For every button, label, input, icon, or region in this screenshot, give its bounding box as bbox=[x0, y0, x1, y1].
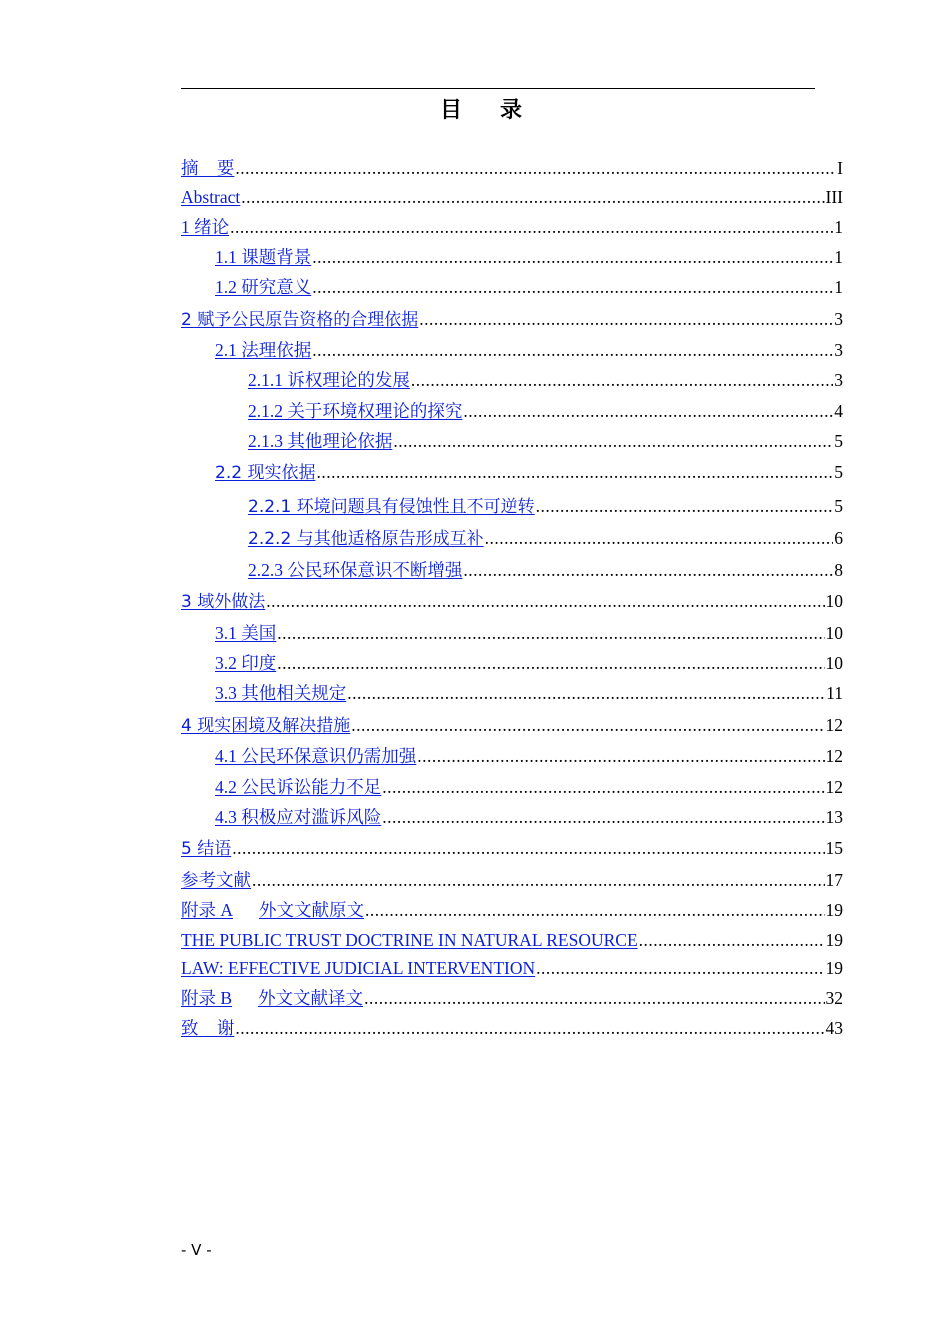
toc-entry-ch1[interactable] bbox=[181, 215, 843, 239]
page-number: 10 bbox=[825, 623, 843, 643]
toc-entry-1-2[interactable] bbox=[215, 275, 843, 299]
toc-entry-2-1-1[interactable] bbox=[248, 368, 843, 392]
page-footer: - V - bbox=[181, 1241, 212, 1259]
toc-link[interactable]: THE PUBLIC TRUST DOCTRINE IN NATURAL RESOURCE bbox=[181, 930, 638, 950]
page-number: 17 bbox=[825, 870, 843, 890]
toc-entry-ch3[interactable] bbox=[181, 589, 843, 614]
page-number: 1 bbox=[834, 277, 843, 297]
toc-entry-2-2-2[interactable] bbox=[248, 526, 843, 551]
page-number: 5 bbox=[834, 431, 843, 451]
leader-dots bbox=[277, 651, 824, 675]
leader-dots bbox=[347, 681, 825, 705]
leader-dots bbox=[639, 928, 825, 952]
page-number: 5 bbox=[834, 496, 843, 516]
page-number: 8 bbox=[834, 560, 843, 580]
toc-link[interactable]: 2.1.2 关于环境权理论的探究 bbox=[248, 401, 463, 421]
toc-link[interactable]: 4.1 公民环保意识仍需加强 bbox=[215, 746, 417, 766]
toc-link[interactable]: 2.2.3 公民环保意识不断增强 bbox=[248, 560, 463, 580]
toc-entry-appendix-b[interactable] bbox=[181, 986, 843, 1010]
leader-dots bbox=[351, 713, 824, 737]
leader-dots bbox=[235, 156, 836, 180]
page-number: 6 bbox=[834, 528, 843, 548]
page-number: 32 bbox=[825, 988, 843, 1008]
toc-link[interactable]: 1.1 课题背景 bbox=[215, 247, 312, 267]
leader-dots bbox=[417, 744, 824, 768]
leader-dots bbox=[312, 338, 833, 362]
toc-entry-abstract-en[interactable] bbox=[181, 185, 843, 209]
page-number: 11 bbox=[826, 683, 843, 703]
leader-dots bbox=[266, 589, 824, 613]
leader-dots bbox=[230, 215, 833, 239]
toc-entry-2-2-1[interactable] bbox=[248, 494, 843, 519]
leader-dots bbox=[536, 494, 834, 518]
page-number: 3 bbox=[834, 370, 843, 390]
toc-link[interactable]: 2.1.3 其他理论依据 bbox=[248, 431, 393, 451]
page-number: 43 bbox=[825, 1018, 843, 1038]
toc-entry-2-2[interactable] bbox=[215, 460, 843, 485]
toc-link[interactable]: 1.2 研究意义 bbox=[215, 277, 312, 297]
leader-dots bbox=[393, 429, 833, 453]
toc-link[interactable]: 2.2 现实依据 bbox=[215, 463, 316, 483]
appendix-label: 附录 A bbox=[181, 900, 234, 920]
page-number: 19 bbox=[825, 900, 843, 920]
toc-entry-acknowledgements[interactable] bbox=[181, 1016, 843, 1040]
toc-entry-2-1[interactable] bbox=[215, 338, 843, 362]
toc-entry-ch4[interactable] bbox=[181, 713, 843, 738]
page-number: 10 bbox=[825, 591, 843, 611]
toc-link[interactable]: 致 谢 bbox=[181, 1018, 235, 1038]
toc-entry-2-1-2[interactable] bbox=[248, 399, 843, 423]
toc-link[interactable]: 4 现实困境及解决措施 bbox=[181, 716, 351, 736]
leader-dots bbox=[382, 805, 824, 829]
toc-link[interactable]: 参考文献 bbox=[181, 870, 251, 890]
toc-link[interactable]: 2.2.2 与其他适格原告形成互补 bbox=[248, 529, 484, 549]
toc-link[interactable]: 2 赋予公民原告资格的合理依据 bbox=[181, 310, 419, 330]
page-number: 4 bbox=[834, 401, 843, 421]
leader-dots bbox=[485, 526, 834, 550]
appendix-title: 外文文献原文 bbox=[259, 900, 365, 920]
toc-link[interactable]: 5 结语 bbox=[181, 839, 232, 859]
leader-dots bbox=[241, 185, 824, 209]
page-number: 13 bbox=[825, 807, 843, 827]
toc-entry-ch2[interactable] bbox=[181, 307, 843, 332]
leader-dots bbox=[235, 1016, 824, 1040]
leader-dots bbox=[316, 460, 833, 484]
toc-entry-foreign-title-1[interactable] bbox=[181, 928, 843, 952]
page-number: 3 bbox=[834, 340, 843, 360]
page-number: I bbox=[837, 158, 843, 178]
toc-title: 目录 bbox=[439, 98, 560, 123]
appendix-label: 附录 B bbox=[181, 988, 233, 1008]
page-number: 19 bbox=[825, 958, 843, 978]
toc-entry-4-2[interactable] bbox=[215, 775, 843, 799]
toc-entry-2-1-3[interactable] bbox=[248, 429, 843, 453]
toc-entry-foreign-title-2[interactable] bbox=[181, 956, 843, 980]
page-number: 19 bbox=[825, 930, 843, 950]
toc-entry-3-2[interactable] bbox=[215, 651, 843, 675]
header-rule bbox=[181, 88, 815, 89]
toc-link[interactable]: 3.2 印度 bbox=[215, 653, 277, 673]
toc-entry-appendix-a[interactable] bbox=[181, 898, 843, 922]
toc-entry-3-1[interactable] bbox=[215, 621, 843, 645]
toc-link[interactable] bbox=[181, 898, 364, 922]
toc-link[interactable]: Abstract bbox=[181, 187, 241, 207]
toc-link[interactable]: 4.3 积极应对滥诉风险 bbox=[215, 807, 382, 827]
page-number: 12 bbox=[825, 746, 843, 766]
leader-dots bbox=[419, 307, 833, 331]
leader-dots bbox=[252, 868, 825, 892]
toc-entry-ch5[interactable] bbox=[181, 836, 843, 861]
page-number: 12 bbox=[825, 777, 843, 797]
toc-link[interactable] bbox=[181, 986, 363, 1010]
leader-dots bbox=[365, 898, 824, 922]
toc-link[interactable]: 2.1.1 诉权理论的发展 bbox=[248, 370, 410, 390]
toc-link[interactable]: 1 绪论 bbox=[181, 217, 230, 237]
toc-link[interactable]: 4.2 公民诉讼能力不足 bbox=[215, 777, 382, 797]
leader-dots bbox=[312, 275, 833, 299]
page-number: 1 bbox=[834, 217, 843, 237]
leader-dots bbox=[312, 245, 833, 269]
leader-dots bbox=[364, 986, 824, 1010]
page-number: 3 bbox=[834, 309, 843, 329]
toc-link[interactable]: 摘 要 bbox=[181, 158, 235, 178]
page-number: 10 bbox=[825, 653, 843, 673]
leader-dots bbox=[463, 558, 833, 582]
page-number: 5 bbox=[834, 462, 843, 482]
toc-entry-1-1[interactable] bbox=[215, 245, 843, 269]
toc-entry-abstract-cn[interactable] bbox=[181, 156, 843, 180]
toc-link[interactable]: 2.2.1 环境问题具有侵蚀性且不可逆转 bbox=[248, 497, 535, 517]
leader-dots bbox=[463, 399, 833, 423]
leader-dots bbox=[277, 621, 824, 645]
toc-link[interactable]: 3.3 其他相关规定 bbox=[215, 683, 347, 703]
appendix-title: 外文文献译文 bbox=[258, 988, 364, 1008]
toc-link[interactable]: 3.1 美国 bbox=[215, 623, 277, 643]
leader-dots bbox=[232, 836, 824, 860]
toc-entry-3-3[interactable] bbox=[215, 681, 843, 705]
toc-link[interactable]: 3 域外做法 bbox=[181, 592, 266, 612]
toc-entry-2-2-3[interactable] bbox=[248, 558, 843, 582]
toc-link[interactable]: LAW: EFFECTIVE JUDICIAL INTERVENTION bbox=[181, 958, 536, 978]
toc-entry-4-1[interactable] bbox=[215, 744, 843, 768]
page-number: 12 bbox=[825, 715, 843, 735]
leader-dots bbox=[536, 956, 824, 980]
page-number: 15 bbox=[825, 838, 843, 858]
leader-dots bbox=[411, 368, 833, 392]
toc-link[interactable]: 2.1 法理依据 bbox=[215, 340, 312, 360]
leader-dots bbox=[382, 775, 824, 799]
page-number: III bbox=[825, 187, 843, 207]
page-number: 1 bbox=[834, 247, 843, 267]
toc-entry-references[interactable] bbox=[181, 868, 843, 892]
toc-entry-4-3[interactable] bbox=[215, 805, 843, 829]
